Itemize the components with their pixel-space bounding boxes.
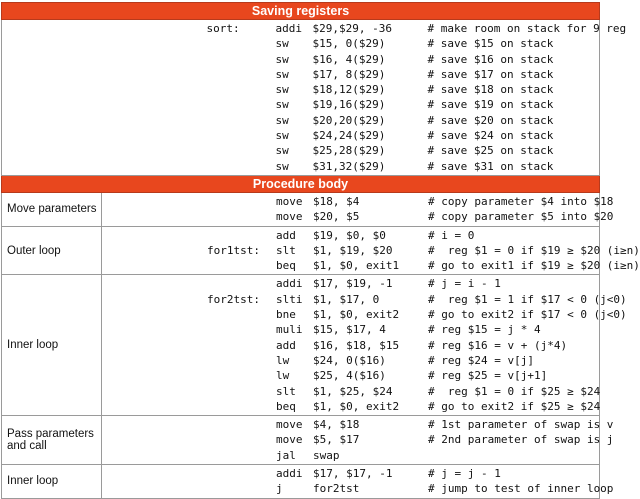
instruction: slt bbox=[276, 384, 296, 398]
instruction: move bbox=[276, 418, 303, 432]
code-line bbox=[102, 243, 640, 258]
instruction: slti bbox=[276, 292, 303, 306]
procedure-group-row bbox=[2, 275, 600, 416]
instruction: sw bbox=[275, 83, 289, 97]
code-table-container bbox=[1, 2, 640, 499]
comment: # reg $16 = v + (j*4) bbox=[428, 338, 568, 352]
comment: # 2nd parameter of swap is j bbox=[428, 433, 614, 447]
comment: # j = i - 1 bbox=[428, 277, 501, 291]
code-label: sort: bbox=[206, 22, 240, 35]
comment: # go to exit2 if $25 ≥ $24 bbox=[428, 399, 601, 413]
code-line bbox=[102, 82, 600, 97]
code-line bbox=[102, 52, 600, 67]
group-label: Outer loop bbox=[2, 226, 102, 275]
code-line bbox=[102, 159, 600, 174]
operands: $24, 0($16) bbox=[313, 353, 386, 367]
instruction: sw bbox=[275, 159, 289, 173]
code-line bbox=[102, 143, 600, 158]
code-line bbox=[102, 21, 627, 36]
group-label-empty bbox=[2, 20, 102, 176]
operands: $25,28($29) bbox=[312, 144, 386, 158]
operands: $1, $17, 0 bbox=[313, 292, 380, 306]
instruction: move bbox=[276, 210, 303, 224]
operands: $16, 4($29) bbox=[312, 52, 386, 66]
code-line bbox=[102, 292, 627, 307]
code-block bbox=[102, 192, 614, 226]
section-header-row bbox=[2, 3, 600, 20]
comment: # copy parameter $5 into $20 bbox=[428, 210, 614, 224]
code-block bbox=[102, 416, 614, 465]
code-label: for2tst: bbox=[207, 292, 260, 306]
code-label: for1tst: bbox=[207, 243, 260, 257]
instruction: sw bbox=[275, 37, 289, 51]
code-block bbox=[102, 275, 627, 416]
instruction: sw bbox=[275, 98, 289, 112]
comment: # save $16 on stack bbox=[427, 52, 554, 66]
operands: $29,$29, -36 bbox=[312, 22, 392, 35]
operands: $18,12($29) bbox=[312, 83, 386, 97]
code-line bbox=[102, 417, 614, 432]
comment: # go to exit2 if $17 < 0 (j<0) bbox=[428, 308, 627, 322]
code-line bbox=[102, 466, 599, 481]
instruction: slt bbox=[276, 243, 296, 257]
operands: $1, $25, $24 bbox=[313, 384, 393, 398]
group-label: Pass parameters and call bbox=[2, 416, 102, 465]
operands: $17, 8($29) bbox=[312, 67, 386, 81]
comment: # make room on stack for 9 reg bbox=[427, 22, 627, 35]
section-header: Saving registers bbox=[2, 3, 600, 20]
comment: # reg $1 = 0 if $25 ≥ $24 bbox=[428, 384, 601, 398]
operands: $19, $0, $0 bbox=[313, 228, 386, 242]
procedure-group-row bbox=[2, 192, 600, 226]
comment: # reg $1 = 1 if $17 < 0 (j<0) bbox=[428, 292, 627, 306]
code-line bbox=[102, 276, 599, 291]
code-line bbox=[102, 113, 600, 128]
comment: # save $18 on stack bbox=[427, 83, 554, 97]
operands: $15, $17, 4 bbox=[313, 323, 386, 337]
code-line bbox=[102, 384, 599, 399]
operands: $15, 0($29) bbox=[312, 37, 386, 51]
code-line bbox=[102, 36, 600, 51]
code-line bbox=[102, 432, 614, 447]
code-line bbox=[102, 228, 599, 243]
comment: # copy parameter $4 into $18 bbox=[428, 194, 614, 208]
operands: $1, $0, exit1 bbox=[313, 259, 400, 273]
code-block bbox=[102, 465, 614, 499]
operands: $18, $4 bbox=[313, 194, 360, 208]
procedure-group-row bbox=[2, 416, 600, 465]
comment: # reg $1 = 0 if $19 ≥ $20 (i≥n) bbox=[428, 243, 640, 257]
instruction: lw bbox=[276, 369, 290, 383]
instruction: addi bbox=[276, 467, 303, 481]
instruction: addi bbox=[275, 22, 302, 35]
comment: # reg $25 = v[j+1] bbox=[428, 369, 548, 383]
instruction: beq bbox=[276, 399, 296, 413]
instruction: sw bbox=[275, 52, 289, 66]
instruction: beq bbox=[276, 259, 296, 273]
operands: $19,16($29) bbox=[312, 98, 386, 112]
code-block bbox=[102, 226, 640, 275]
code-line bbox=[102, 399, 599, 414]
instruction: muli bbox=[276, 323, 303, 337]
instruction: jal bbox=[276, 448, 296, 462]
comment: # save $25 on stack bbox=[427, 144, 554, 158]
procedure-group-row bbox=[2, 465, 600, 499]
instruction: sw bbox=[275, 67, 289, 81]
comment: # go to exit1 if $19 ≥ $20 (i≥n) bbox=[428, 259, 640, 273]
instruction: sw bbox=[275, 129, 289, 143]
operands: $24,24($29) bbox=[312, 129, 386, 143]
instruction: bne bbox=[276, 308, 296, 322]
instruction: addi bbox=[276, 277, 303, 291]
comment: # save $15 on stack bbox=[427, 37, 554, 51]
comment: # 1st parameter of swap is v bbox=[428, 418, 614, 432]
code-line bbox=[102, 67, 600, 82]
operands: $20, $5 bbox=[313, 210, 360, 224]
procedure-group-row bbox=[2, 226, 600, 275]
comment: # reg $24 = v[j] bbox=[428, 353, 534, 367]
comment: # i = 0 bbox=[428, 228, 475, 242]
saving-registers-row bbox=[2, 20, 600, 176]
code-line bbox=[102, 194, 614, 209]
code-line bbox=[102, 338, 599, 353]
operands: $5, $17 bbox=[313, 433, 360, 447]
comment: # j = j - 1 bbox=[428, 467, 501, 481]
code-line bbox=[102, 97, 600, 112]
instruction: move bbox=[276, 433, 303, 447]
comment: # reg $15 = j * 4 bbox=[428, 323, 541, 337]
code-line bbox=[102, 481, 614, 496]
section-header-row bbox=[2, 175, 600, 192]
operands: for2tst bbox=[313, 482, 360, 496]
comment: # save $17 on stack bbox=[427, 67, 554, 81]
code-block bbox=[102, 20, 627, 176]
group-label: Inner loop bbox=[2, 465, 102, 499]
instruction: lw bbox=[276, 353, 290, 367]
operands: $1, $0, exit2 bbox=[313, 399, 400, 413]
operands: $4, $18 bbox=[313, 418, 360, 432]
operands: $31,32($29) bbox=[312, 159, 386, 173]
code-line bbox=[102, 322, 599, 337]
comment: # jump to test of inner loop bbox=[428, 482, 614, 496]
operands: $20,20($29) bbox=[312, 113, 386, 127]
operands: $17, $17, -1 bbox=[313, 467, 393, 481]
operands: $17, $19, -1 bbox=[313, 277, 393, 291]
code-line bbox=[102, 307, 627, 322]
instruction: move bbox=[276, 194, 303, 208]
code-line bbox=[102, 368, 599, 383]
instruction: sw bbox=[275, 113, 289, 127]
operands: $16, $18, $15 bbox=[313, 338, 400, 352]
code-line bbox=[102, 353, 599, 368]
section-header: Procedure body bbox=[2, 175, 600, 192]
comment: # save $20 on stack bbox=[427, 113, 554, 127]
comment: # save $19 on stack bbox=[427, 98, 554, 112]
code-table bbox=[1, 2, 640, 499]
instruction: add bbox=[276, 228, 296, 242]
group-label: Inner loop bbox=[2, 275, 102, 416]
group-label: Move parameters bbox=[2, 192, 102, 226]
code-line bbox=[102, 258, 640, 273]
operands: swap bbox=[313, 448, 340, 462]
code-line bbox=[102, 128, 600, 143]
comment: # save $24 on stack bbox=[427, 129, 554, 143]
comment: # save $31 on stack bbox=[427, 159, 554, 173]
operands: $25, 4($16) bbox=[313, 369, 386, 383]
instruction: j bbox=[276, 482, 283, 496]
instruction: sw bbox=[275, 144, 289, 158]
code-line bbox=[102, 448, 599, 463]
operands: $1, $0, exit2 bbox=[313, 308, 400, 322]
instruction: add bbox=[276, 338, 296, 352]
code-line bbox=[102, 209, 614, 224]
operands: $1, $19, $20 bbox=[313, 243, 393, 257]
